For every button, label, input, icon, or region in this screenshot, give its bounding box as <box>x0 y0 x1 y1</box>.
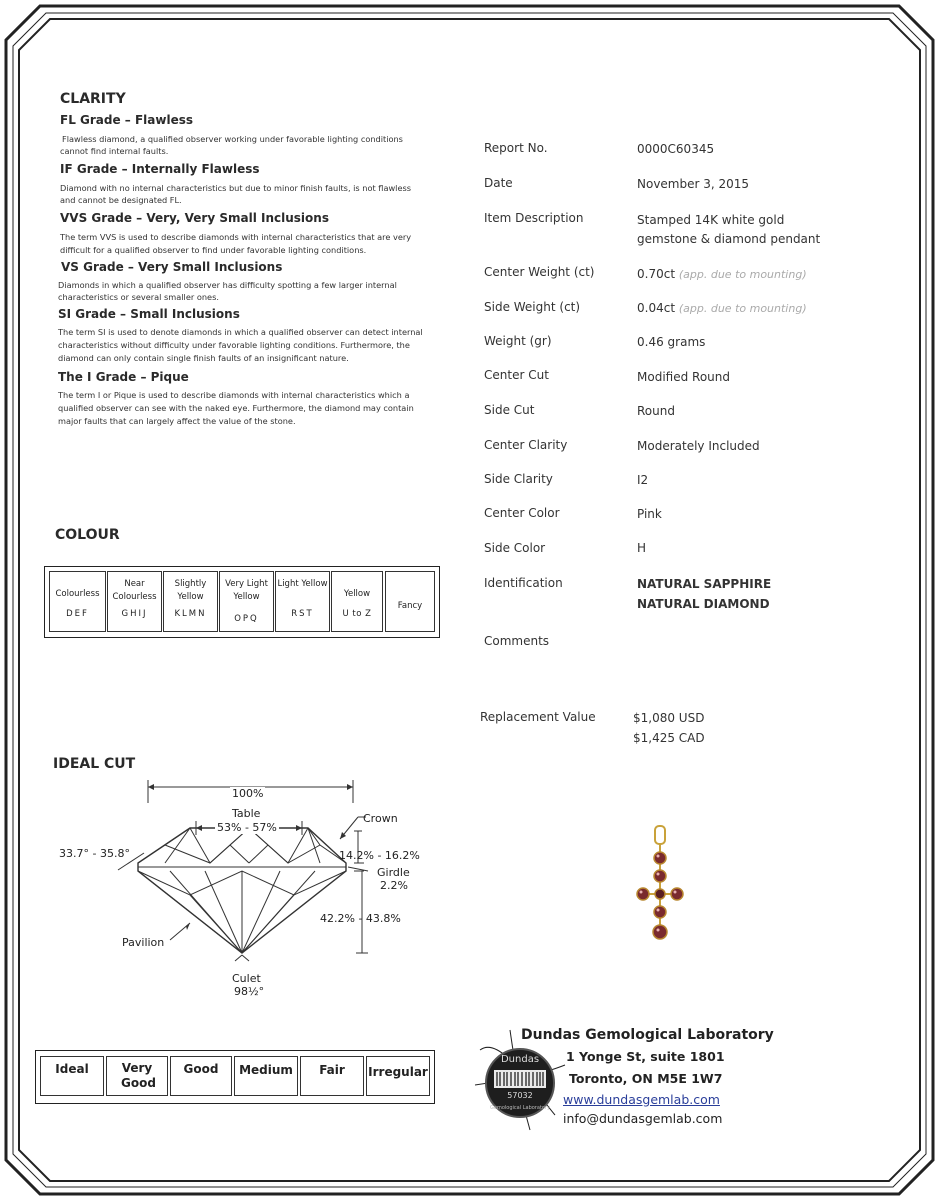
seal-bottom-text: Gemological Laboratory <box>490 1105 550 1111</box>
center-weight-amount: 0.70ct <box>637 267 676 281</box>
center-weight-value <box>637 265 807 284</box>
grade-title: VVS Grade – Very, Very Small Inclusions <box>60 211 329 225</box>
item-description-value-2: gemstone & diamond pendant <box>637 232 821 246</box>
center-color-value: Pink <box>637 507 662 521</box>
crown-height-label: 14.2% - 16.2% <box>339 849 420 862</box>
grade-title: The I Grade – Pique <box>58 370 189 384</box>
cut-grade-cell: Irregular <box>366 1056 430 1096</box>
grade-desc-line: Diamond with no internal characteristics but due to minor finish faults, is not flawless <box>60 183 412 193</box>
grade-title: SI Grade – Small Inclusions <box>58 307 240 321</box>
report-no-value: 0000C60345 <box>637 142 715 156</box>
grade-desc-line: The term I or Pique is used to describe diamonds with internal characteristics which a <box>58 390 410 400</box>
grade-desc-line: diamond can only contain single finish faults of an insignificant nature. <box>58 353 349 363</box>
side-cut-value: Round <box>637 404 675 418</box>
date-label: Date <box>484 176 513 190</box>
grade-desc-line: difficult for a qualified observer to find under favorable lighting conditions. <box>60 245 367 255</box>
side-weight-amount: 0.04ct <box>637 301 676 315</box>
colour-cell <box>219 571 274 632</box>
girdle-label: Girdle <box>377 866 410 879</box>
weight-gr-label: Weight (gr) <box>484 334 552 348</box>
pendant-image <box>630 822 690 952</box>
cut-grade-cell: Ideal <box>40 1056 104 1096</box>
total-width-label: 100% <box>232 787 264 800</box>
clarity-heading: CLARITY <box>60 91 126 107</box>
culet-label: Culet <box>232 972 261 985</box>
side-weight-note: (app. due to mounting) <box>678 302 807 315</box>
culet-pct-label: 98½° <box>234 985 265 998</box>
colour-cell <box>49 571 106 632</box>
cut-grade-cell: Medium <box>234 1056 298 1096</box>
center-weight-note: (app. due to mounting) <box>678 268 807 281</box>
colour-cell <box>163 571 218 632</box>
table-range-label: 53% - 57% <box>217 821 277 834</box>
replacement-value-usd: $1,080 USD <box>633 711 705 725</box>
replacement-value-cad: $1,425 CAD <box>633 731 705 745</box>
crown-label: Crown <box>363 812 398 825</box>
center-weight-label: Center Weight (ct) <box>484 265 595 279</box>
cut-grade-cell: Fair <box>300 1056 364 1096</box>
side-clarity-value: I2 <box>637 473 649 487</box>
cut-grade-cell: Good <box>170 1056 232 1096</box>
grade-desc-line: characteristics without difficulty under favorable lighting conditions. Furthermore, the <box>58 340 410 350</box>
cut-grade-table <box>35 1050 435 1104</box>
colour-cell-letters: U to Z <box>342 609 372 619</box>
grade-desc-line: qualified observer can see with the naked eye. Furthermore, the diamond may contain <box>58 403 414 413</box>
lab-email[interactable]: info@dundasgemlab.com <box>563 1111 723 1126</box>
girdle-pct-label: 2.2% <box>380 879 408 892</box>
identification-label: Identification <box>484 576 563 590</box>
colour-cell-name: Very Light Yellow <box>225 579 268 602</box>
colour-cell-letters: OPQ <box>234 614 259 624</box>
grade-desc-line: and cannot be designated FL. <box>60 195 182 205</box>
weight-gr-value: 0.46 grams <box>637 335 706 349</box>
crown-angle-label: 33.7° - 35.8° <box>59 847 130 860</box>
pavilion-label: Pavilion <box>122 936 165 949</box>
table-label: Table <box>232 807 261 820</box>
ideal-cut-heading: IDEAL CUT <box>53 756 136 772</box>
side-color-value: H <box>637 541 647 555</box>
side-weight-value <box>637 299 807 318</box>
grade-desc-line: The term VVS is used to describe diamonds with internal characteristics that are very <box>60 232 412 242</box>
lab-website-link[interactable]: www.dundasgemlab.com <box>563 1092 720 1107</box>
grade-desc-line: cannot find internal faults. <box>60 146 169 156</box>
colour-cell-letters: KLMN <box>174 609 207 619</box>
colour-cell-letters: RST <box>291 609 314 619</box>
colour-cell-name: Yellow <box>343 589 371 599</box>
center-cut-value: Modified Round <box>637 370 730 384</box>
colour-cell <box>275 571 330 632</box>
center-cut-label: Center Cut <box>484 368 549 382</box>
colour-cell <box>107 571 162 632</box>
colour-cell-name: Colourless <box>55 589 100 599</box>
item-description-label: Item Description <box>484 211 584 225</box>
date-value: November 3, 2015 <box>637 177 750 191</box>
side-cut-label: Side Cut <box>484 403 535 417</box>
grade-desc-line: Flawless diamond, a qualified observer working under favorable lighting conditions <box>62 134 403 144</box>
lab-address-line-1: 1 Yonge St, suite 1801 <box>566 1049 725 1064</box>
comments-label: Comments <box>484 634 550 648</box>
grade-title: FL Grade – Flawless <box>60 113 194 127</box>
colour-scale-table <box>44 566 440 638</box>
colour-cell-letters: DEF <box>66 609 89 619</box>
identification-value: NATURAL SAPPHIRE <box>637 577 772 591</box>
grade-title: IF Grade – Internally Flawless <box>60 162 260 176</box>
item-description-value: Stamped 14K white gold <box>637 213 785 227</box>
colour-cell-name: Near Colourless <box>112 579 157 602</box>
lab-address-line-2: Toronto, ON M5E 1W7 <box>569 1071 723 1086</box>
side-color-label: Side Color <box>484 541 546 555</box>
colour-cell-name: Fancy <box>397 601 423 611</box>
colour-cell-name: Light Yellow <box>277 579 328 589</box>
grade-desc-line: major faults that can largely affect the value of the stone. <box>58 416 296 426</box>
side-clarity-label: Side Clarity <box>484 472 553 486</box>
center-clarity-value: Moderately Included <box>637 439 760 453</box>
replacement-value-label: Replacement Value <box>480 710 596 724</box>
center-clarity-label: Center Clarity <box>484 438 568 452</box>
lab-name: Dundas Gemological Laboratory <box>521 1027 774 1043</box>
identification-value-2: NATURAL DIAMOND <box>637 597 770 611</box>
grade-desc-line: Diamonds in which a qualified observer has difficulty spotting a few larger internal <box>58 280 397 290</box>
colour-cell <box>331 571 383 632</box>
grade-title: VS Grade – Very Small Inclusions <box>61 260 283 274</box>
colour-heading: COLOUR <box>55 527 120 543</box>
seal-number-text: 57032 <box>507 1091 533 1100</box>
colour-cell <box>385 571 435 632</box>
side-weight-label: Side Weight (ct) <box>484 300 581 314</box>
center-color-label: Center Color <box>484 506 560 520</box>
colour-cell-letters: GHIJ <box>121 609 148 619</box>
cut-grade-cell: Very Good <box>106 1056 168 1096</box>
seal-top-text: Dundas <box>500 1054 540 1065</box>
report-no-label: Report No. <box>484 141 548 155</box>
grade-desc-line: characteristics or several smaller ones. <box>58 292 219 302</box>
colour-cell-name: Slightly Yellow <box>174 579 207 602</box>
grade-desc-line: The term SI is used to denote diamonds in which a qualified observer can detect internal <box>58 327 423 337</box>
pavilion-depth-label: 42.2% - 43.8% <box>320 912 401 925</box>
